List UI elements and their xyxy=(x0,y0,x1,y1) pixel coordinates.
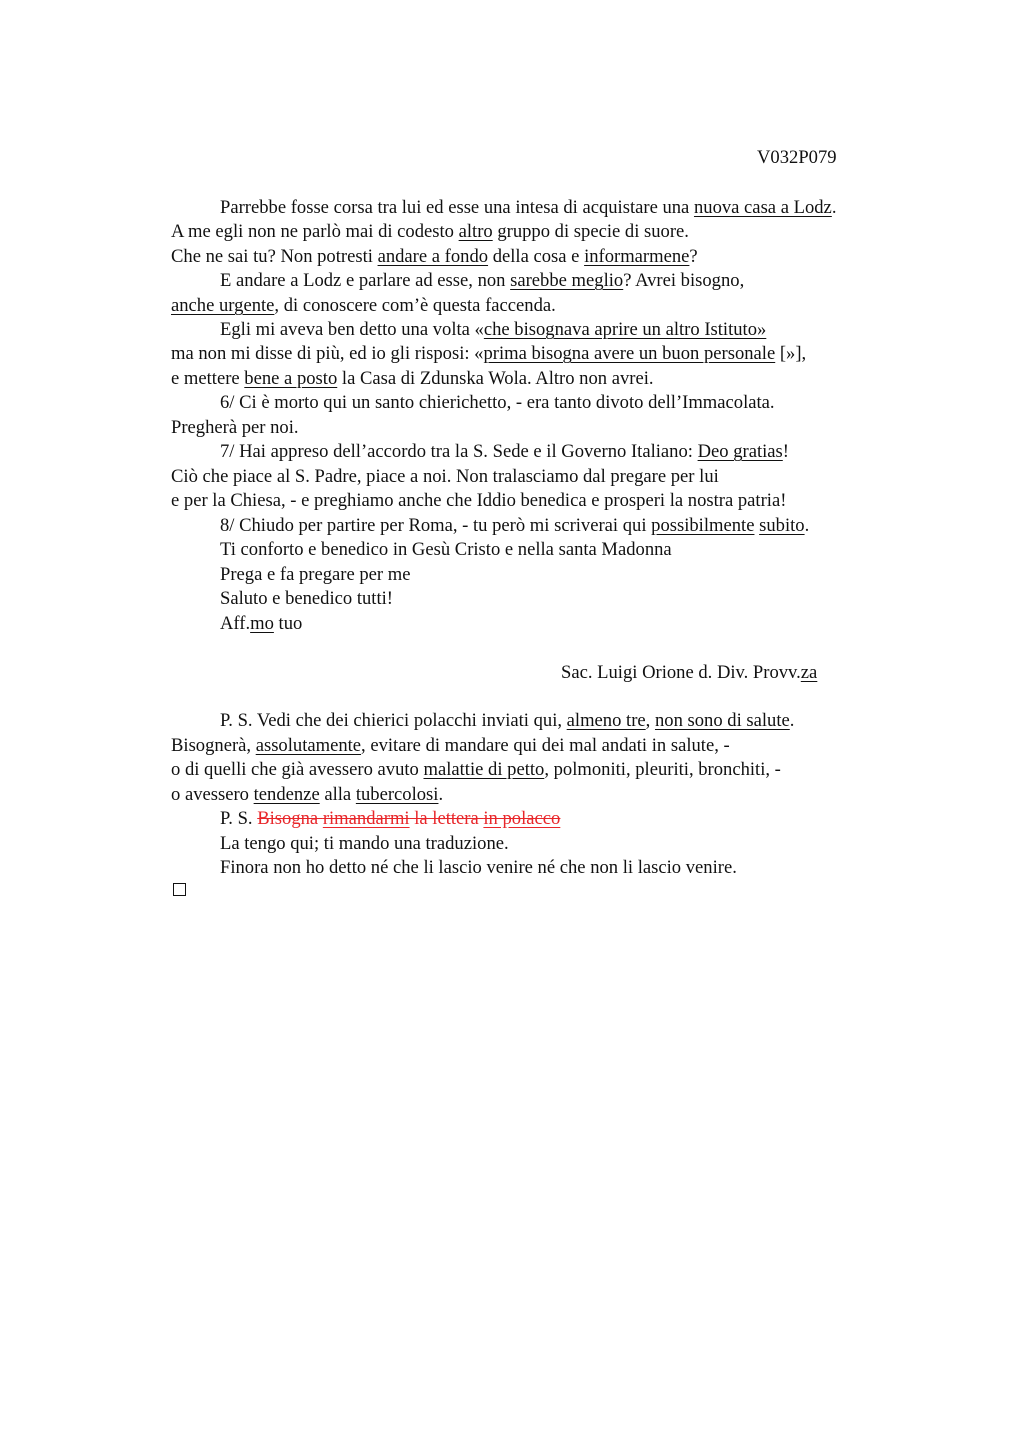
underlined-text: sarebbe meglio xyxy=(510,270,624,291)
postscript-line xyxy=(171,783,443,807)
text: E andare a Lodz e parlare ad esse, non xyxy=(220,270,511,291)
underlined-text: bene a posto xyxy=(244,368,338,389)
closing-line xyxy=(220,612,302,636)
text: Che ne sai tu? Non potresti xyxy=(171,246,378,267)
closing-line: Ti conforto e benedico in Gesù Cristo e nella santa Madonna xyxy=(220,539,672,560)
text-line xyxy=(171,220,689,244)
text: Bisognerà, xyxy=(171,735,256,756)
underlined-text: prima bisogna avere un buon personale xyxy=(483,343,776,364)
deleted-text xyxy=(257,808,560,829)
text: . xyxy=(804,515,810,536)
deleted-text: rimandarmi xyxy=(322,808,410,829)
text-line xyxy=(220,196,836,220)
text: Egli mi aveva ben detto una volta « xyxy=(220,319,484,340)
text: ? xyxy=(689,246,698,267)
underlined-text: nuova casa a Lodz xyxy=(693,197,832,218)
text-line xyxy=(171,367,654,391)
underlined-text: almeno tre xyxy=(566,710,646,731)
text: 7/ Hai appreso dell’accordo tra la S. Sede e il Governo Italiano: xyxy=(220,441,698,462)
text-line: 6/ Ci è morto qui un santo chierichetto, - era tanto divoto dell’Immacolata. xyxy=(220,392,775,413)
text: ma non mi disse di più, ed io gli risposi: « xyxy=(171,343,484,364)
underlined-text: tubercolosi xyxy=(355,784,439,805)
underlined-text: mo xyxy=(250,613,274,634)
postscript-line xyxy=(220,807,560,831)
closing-line: Prega e fa pregare per me xyxy=(220,564,411,585)
document-reference: V032P079 xyxy=(757,147,837,168)
text: tuo xyxy=(273,613,303,634)
text: [»], xyxy=(775,343,807,364)
text-line xyxy=(171,342,806,366)
underlined-text: non sono di salute xyxy=(654,710,790,731)
text: , di conoscere com’è questa faccenda. xyxy=(274,295,556,316)
text-line: Pregherà per noi. xyxy=(171,417,299,438)
text: , polmoniti, pleuriti, bronchiti, - xyxy=(544,759,781,780)
underlined-text: Deo gratias xyxy=(697,441,783,462)
text: della cosa e xyxy=(488,246,585,267)
closing-line: Saluto e benedico tutti! xyxy=(220,588,393,609)
text-line: Ciò che piace al S. Padre, piace a noi. Non tralasciamo dal pregare per lui xyxy=(171,466,719,487)
text: Sac. Luigi Orione d. Div. Provv. xyxy=(561,662,801,683)
text: ! xyxy=(782,441,789,462)
end-marker-box xyxy=(173,883,186,896)
text: ? Avrei bisogno, xyxy=(623,270,745,291)
text: P. S. xyxy=(220,808,258,829)
text: . xyxy=(438,784,444,805)
text-line xyxy=(220,514,809,538)
underlined-text: za xyxy=(800,662,818,683)
postscript-line xyxy=(220,709,794,733)
text-line xyxy=(220,269,744,293)
underlined-text: subito xyxy=(759,515,805,536)
text: , evitare di mandare qui dei mal andati in salute, - xyxy=(361,735,730,756)
underlined-text: altro xyxy=(458,221,493,242)
underlined-text: che bisognava aprire un altro Istituto» xyxy=(483,319,767,340)
deleted-text: la lettera xyxy=(409,808,484,829)
text: 8/ Chiudo per partire per Roma, - tu però mi scriverai qui xyxy=(220,515,652,536)
text: o avessero xyxy=(171,784,254,805)
text-line xyxy=(220,318,766,342)
postscript-line xyxy=(171,734,730,758)
deleted-text: in polacco xyxy=(483,808,561,829)
deleted-text: Bisogna xyxy=(257,808,323,829)
text: . xyxy=(789,710,795,731)
text: , xyxy=(645,710,655,731)
underlined-text: malattie di petto xyxy=(423,759,545,780)
underlined-text: possibilmente xyxy=(651,515,755,536)
text: o di quelli che già avessero avuto xyxy=(171,759,424,780)
text: A me egli non ne parlò mai di codesto xyxy=(171,221,459,242)
underlined-text: assolutamente xyxy=(255,735,362,756)
text: e mettere xyxy=(171,368,245,389)
postscript-line: La tengo qui; ti mando una traduzione. xyxy=(220,833,509,854)
postscript-line xyxy=(171,758,781,782)
text: . xyxy=(831,197,837,218)
text: Aff. xyxy=(220,613,251,634)
underlined-text: andare a fondo xyxy=(377,246,489,267)
underlined-text: anche urgente xyxy=(171,295,275,316)
text-line: e per la Chiesa, - e preghiamo anche che Iddio benedica e prosperi la nostra patria! xyxy=(171,490,787,511)
text-line xyxy=(171,245,698,269)
text-line xyxy=(220,440,789,464)
signature xyxy=(561,661,817,685)
text-line xyxy=(171,294,556,318)
underlined-text: informarmene xyxy=(584,246,690,267)
text: gruppo di specie di suore. xyxy=(492,221,689,242)
text: la Casa di Zdunska Wola. Altro non avrei. xyxy=(337,368,654,389)
text: Parrebbe fosse corsa tra lui ed esse una intesa di acquistare una xyxy=(220,197,694,218)
text: alla xyxy=(319,784,356,805)
underlined-text: tendenze xyxy=(253,784,320,805)
text: P. S. Vedi che dei chierici polacchi inviati qui, xyxy=(220,710,567,731)
postscript-line: Finora non ho detto né che li lascio venire né che non li lascio venire. xyxy=(220,857,737,878)
